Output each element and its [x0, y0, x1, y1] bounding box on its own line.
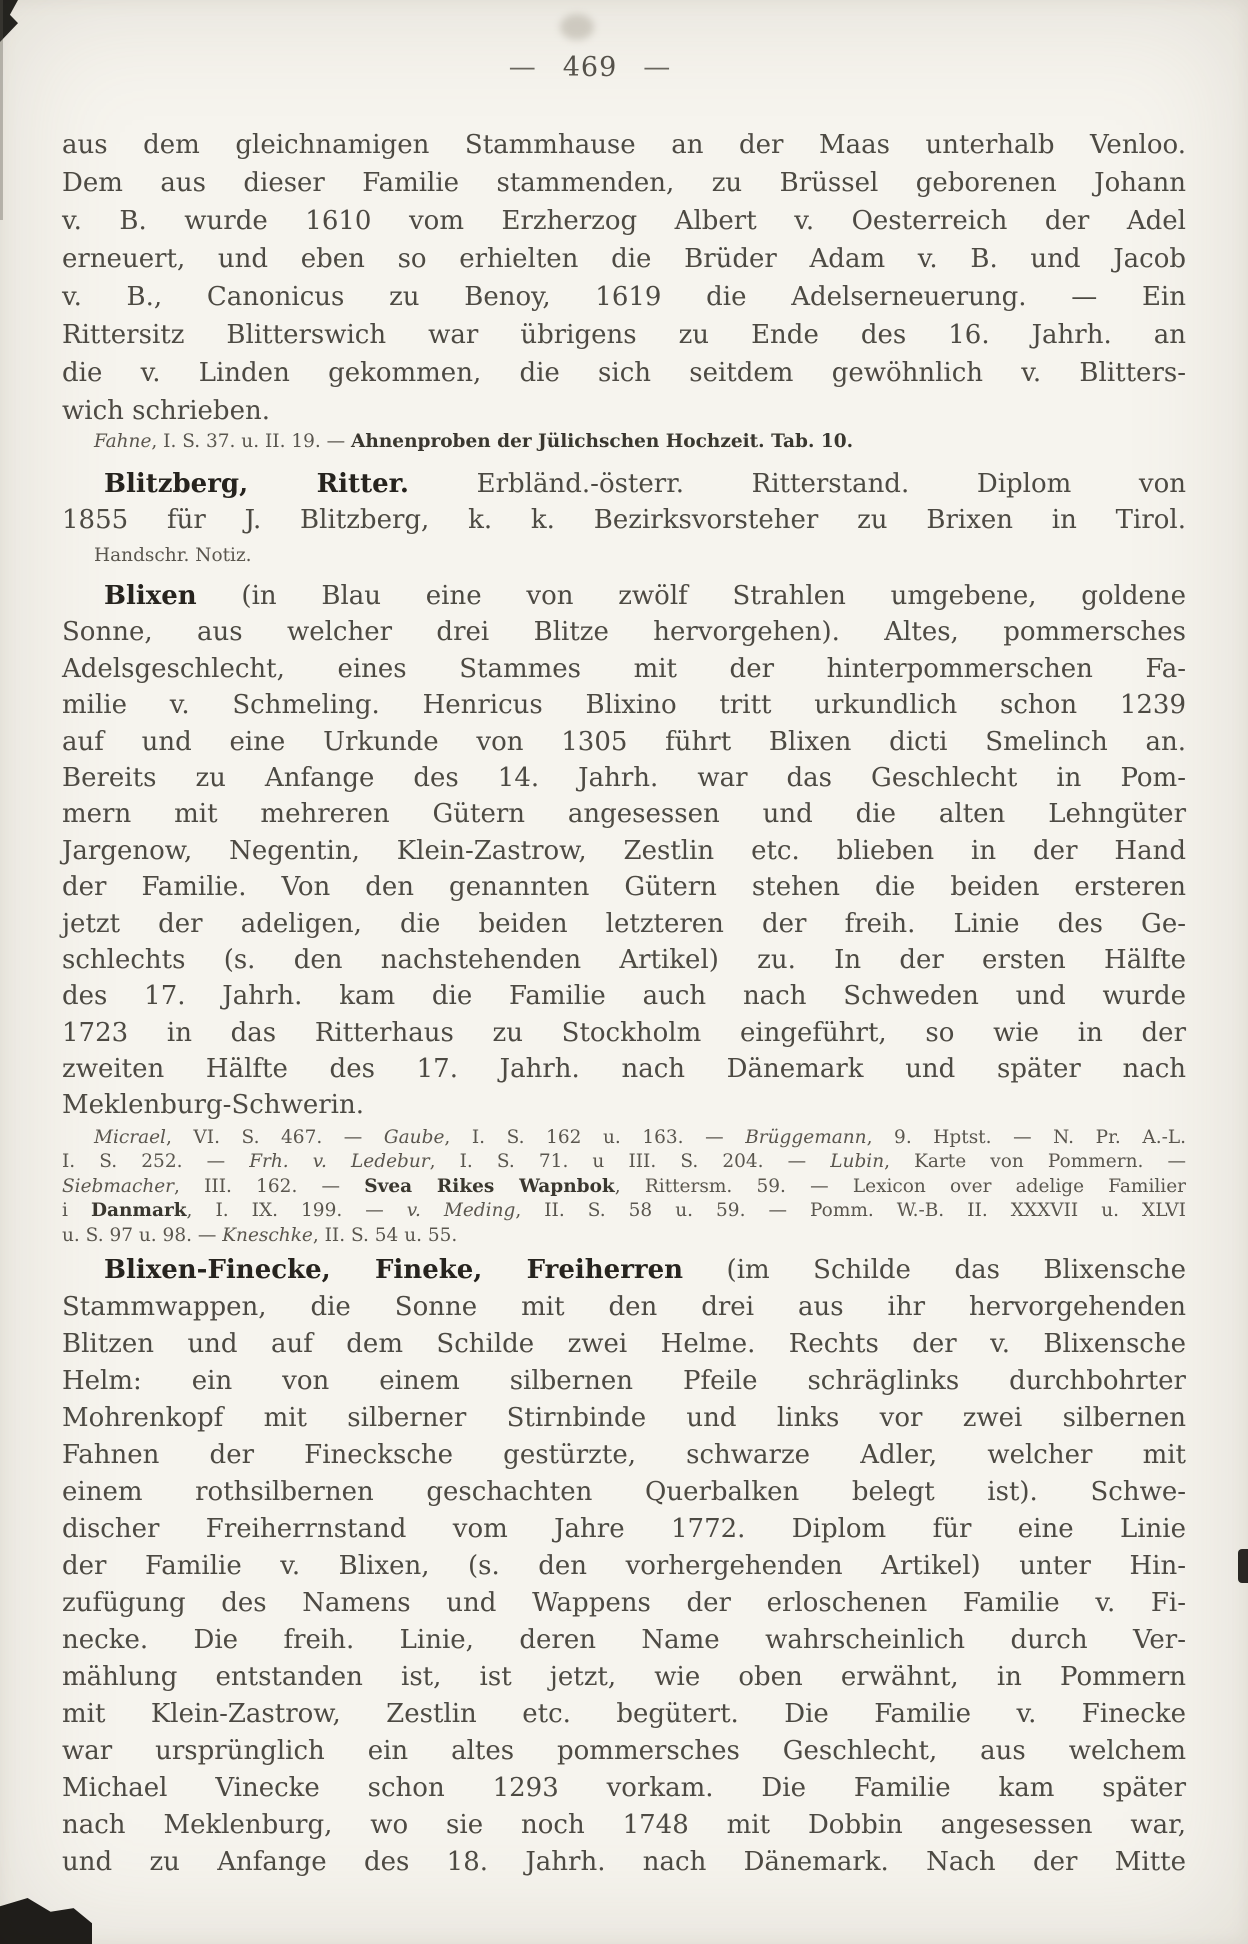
text-line	[62, 466, 1186, 502]
plain-text: aus dem gleichnamigen Stammhause an der Maas unterhalb Venloo.	[62, 130, 1186, 160]
bold-text: Ahnenproben der Jülichschen Hochzeit. Tab. 10.	[351, 431, 854, 452]
plain-text: auf und eine Urkunde von 1305 führt Blixen dicti Smelinch an.	[62, 726, 1186, 757]
text-line	[62, 578, 1186, 614]
plain-text: Handschr. Notiz.	[94, 545, 252, 566]
bold-text: Blixen-Finecke, Fineke, Freiherren	[104, 1255, 684, 1285]
page-number-dash-left: —	[508, 52, 537, 83]
text-line	[62, 978, 1186, 1014]
text-line	[62, 544, 1186, 568]
italic-text: v. Meding	[406, 1200, 516, 1222]
text-line	[62, 1252, 1186, 1289]
plain-text: die v. Linden gekommen, die sich seitdem gewöhnlich v. Blitters-	[62, 358, 1186, 388]
plain-text: mählung entstanden ist, ist jetzt, wie oben erwähnt, in Pommern	[62, 1662, 1186, 1692]
text-line	[62, 502, 1186, 538]
text-line	[62, 240, 1186, 278]
text-line	[62, 724, 1186, 760]
text-line	[62, 1224, 1186, 1248]
text-line	[62, 316, 1186, 354]
text-line	[62, 796, 1186, 832]
page-number	[28, 52, 1152, 83]
plain-text: I. S. 252. —	[62, 1151, 250, 1173]
text-line	[62, 1400, 1186, 1437]
text-line	[62, 1622, 1186, 1659]
text-line	[62, 1659, 1186, 1696]
plain-text: zufügung des Namens und Wappens der erloschenen Familie v. Fi-	[62, 1588, 1186, 1618]
bold-text: Blixen	[104, 581, 197, 611]
text-line	[62, 1175, 1186, 1199]
text-line	[62, 1733, 1186, 1770]
italic-text: Brüggemann	[745, 1127, 867, 1148]
plain-text: Michael Vinecke schon 1293 vorkam. Die Familie kam später	[62, 1773, 1186, 1803]
plain-text: Helm: ein von einem silbernen Pfeile schräglinks durchbohrter	[62, 1366, 1186, 1396]
paragraph-blitzberg	[62, 466, 1186, 538]
plain-text: , II. S. 58 u. 59. — Pomm. W.-B. II. XXXVII u. XLVI	[515, 1200, 1186, 1222]
text-line	[62, 614, 1186, 650]
plain-text: discher Freiherrnstand vom Jahre 1772. Diplom für eine Linie	[62, 1514, 1186, 1544]
plain-text: Stammwappen, die Sonne mit den drei aus ihr hervorgehenden	[62, 1292, 1186, 1322]
plain-text: , Karte von Pommern. —	[884, 1151, 1186, 1173]
text-line	[62, 1770, 1186, 1807]
text-line	[62, 1289, 1186, 1326]
plain-text: des 17. Jahrh. kam die Familie auch nach Schweden und wurde	[62, 981, 1186, 1012]
plain-text: v. B., Canonicus zu Benoy, 1619 die Adelserneuerung. — Ein	[62, 282, 1186, 312]
plain-text: necke. Die freih. Linie, deren Name wahrscheinlich durch Ver-	[62, 1625, 1186, 1655]
plain-text: Mohrenkopf mit silberner Stirnbinde und links vor zwei silbernen	[62, 1403, 1186, 1433]
plain-text: u. S. 97 u. 98. —	[62, 1224, 223, 1246]
citation-handschr-notiz	[62, 544, 1186, 568]
plain-text: Rittersitz Blitterswich war übrigens zu Ende des 16. Jahrh. an	[62, 320, 1186, 350]
italic-text: Fahne	[94, 431, 152, 452]
plain-text: Dem aus dieser Familie stammenden, zu Brüssel geborenen Johann	[62, 168, 1186, 198]
plain-text: , III. 162. —	[174, 1175, 365, 1197]
plain-text: einem rothsilbernen geschachten Querbalken belegt ist). Schwe-	[62, 1477, 1186, 1507]
italic-text: Kneschke	[222, 1224, 313, 1246]
text-line	[62, 392, 1186, 430]
text-line	[62, 1511, 1186, 1548]
plain-text: schlechts (s. den nachstehenden Artikel) zu. In der ersten Hälfte	[62, 944, 1186, 975]
text-line	[62, 833, 1186, 869]
text-line	[62, 164, 1186, 202]
plain-text: 1855 für J. Blitzberg, k. k. Bezirksvorsteher zu Brixen in Tirol.	[62, 505, 1186, 535]
plain-text: , 9. Hptst. — N. Pr. A.-L.	[866, 1127, 1186, 1148]
bold-text: Danmark	[90, 1200, 187, 1222]
text-line	[62, 1087, 1186, 1123]
bold-text: Blitzberg, Ritter.	[104, 469, 409, 499]
plain-text: Sonne, aus welcher drei Blitze hervorgehen). Altes, pommersches	[62, 617, 1186, 648]
plain-text: mern mit mehreren Gütern angesessen und die alten Lehngüter	[62, 799, 1186, 830]
plain-text: i	[62, 1200, 91, 1222]
text-line	[62, 651, 1186, 687]
plain-text: Fahnen der Finecksche gestürzte, schwarze Adler, welcher mit	[62, 1440, 1186, 1470]
scan-artifact-right-edge	[1238, 1549, 1248, 1583]
text-line	[62, 906, 1186, 942]
plain-text: Meklenburg-Schwerin.	[62, 1090, 364, 1121]
citation-blixen-sources	[62, 1126, 1186, 1248]
italic-text: Micrael	[94, 1127, 166, 1148]
text-line	[62, 1844, 1186, 1881]
text-line	[62, 1585, 1186, 1622]
scan-smudge	[560, 14, 594, 40]
plain-text: erneuert, und eben so erhielten die Brüder Adam v. B. und Jacob	[62, 244, 1186, 274]
plain-text: Adelsgeschlecht, eines Stammes mit der hinterpommerschen Fa-	[62, 653, 1186, 684]
plain-text: , VI. S. 467. —	[165, 1127, 384, 1148]
text-line	[62, 1696, 1186, 1733]
scan-edge-shadow	[0, 0, 3, 220]
text-line	[62, 1437, 1186, 1474]
plain-text: , I. S. 71. u III. S. 204. —	[429, 1151, 831, 1173]
text-line	[62, 760, 1186, 796]
text-line	[62, 942, 1186, 978]
plain-text: mit Klein-Zastrow, Zestlin etc. begütert. Die Familie v. Finecke	[62, 1699, 1186, 1729]
scan-artifact-bottom-left	[0, 1898, 92, 1944]
text-line	[62, 202, 1186, 240]
plain-text: jetzt der adeligen, die beiden letzteren der freih. Linie des Ge-	[62, 908, 1186, 939]
text-line	[62, 1474, 1186, 1511]
plain-text: Jargenow, Negentin, Klein-Zastrow, Zestlin etc. blieben in der Hand	[62, 835, 1186, 866]
italic-text: Siebmacher	[62, 1175, 175, 1197]
plain-text: Erbländ.-österr. Ritterstand. Diplom von	[409, 469, 1187, 499]
text-line	[62, 1548, 1186, 1585]
citation-fahne	[62, 430, 1186, 454]
plain-text: milie v. Schmeling. Henricus Blixino tritt urkundlich schon 1239	[62, 690, 1186, 721]
plain-text: nach Meklenburg, wo sie noch 1748 mit Dobbin angesessen war,	[62, 1810, 1186, 1840]
paragraph-blitterswich-continuation	[62, 126, 1186, 430]
italic-text: Gaube	[383, 1127, 445, 1148]
text-line	[62, 1126, 1186, 1150]
text-line	[62, 1326, 1186, 1363]
plain-text: wich schrieben.	[62, 396, 270, 426]
plain-text: Blitzen und auf dem Schilde zwei Helme. Rechts der v. Blixensche	[62, 1329, 1186, 1359]
page-number-dash-right: —	[643, 52, 672, 83]
plain-text: , Rittersm. 59. — Lexicon over adelige Familier	[614, 1175, 1186, 1197]
plain-text: (im Schilde das Blixensche	[683, 1255, 1186, 1285]
paragraph-blixen	[62, 578, 1186, 1124]
text-line	[62, 1015, 1186, 1051]
plain-text: der Familie. Von den genannten Gütern stehen die beiden ersteren	[62, 872, 1186, 903]
text-line	[62, 1199, 1186, 1223]
text-line	[62, 1051, 1186, 1087]
italic-text: Frh. v. Ledebur	[249, 1151, 430, 1173]
plain-text: v. B. wurde 1610 vom Erzherzog Albert v. Oesterreich der Adel	[62, 206, 1186, 236]
plain-text: , II. S. 54 u. 55.	[312, 1224, 458, 1246]
text-line	[62, 869, 1186, 905]
plain-text: , I. IX. 199. —	[186, 1200, 407, 1222]
plain-text: der Familie v. Blixen, (s. den vorhergehenden Artikel) unter Hin-	[62, 1551, 1186, 1581]
plain-text: , I. S. 37. u. II. 19. —	[151, 431, 352, 452]
plain-text: , I. S. 162 u. 163. —	[444, 1127, 746, 1148]
plain-text: und zu Anfange des 18. Jahrh. nach Dänemark. Nach der Mitte	[62, 1847, 1186, 1877]
text-line	[62, 126, 1186, 164]
text-line	[62, 1807, 1186, 1844]
bold-text: Svea Rikes Wapnbok	[364, 1175, 615, 1197]
paragraph-blixen-finecke	[62, 1252, 1186, 1881]
plain-text: Bereits zu Anfange des 14. Jahrh. war das Geschlecht in Pom-	[62, 762, 1186, 793]
text-line	[62, 1363, 1186, 1400]
plain-text: (in Blau eine von zwölf Strahlen umgebene, goldene	[196, 581, 1186, 611]
page-number-value: 469	[562, 52, 618, 83]
plain-text: 1723 in das Ritterhaus zu Stockholm eingeführt, so wie in der	[62, 1017, 1186, 1048]
text-line	[62, 687, 1186, 723]
italic-text: Lubin	[830, 1151, 885, 1173]
plain-text: zweiten Hälfte des 17. Jahrh. nach Dänemark und später nach	[62, 1054, 1186, 1085]
text-line	[62, 1150, 1186, 1174]
text-line	[62, 278, 1186, 316]
text-line	[62, 430, 1186, 454]
text-line	[62, 354, 1186, 392]
plain-text: war ursprünglich ein altes pommersches Geschlecht, aus welchem	[62, 1736, 1186, 1766]
